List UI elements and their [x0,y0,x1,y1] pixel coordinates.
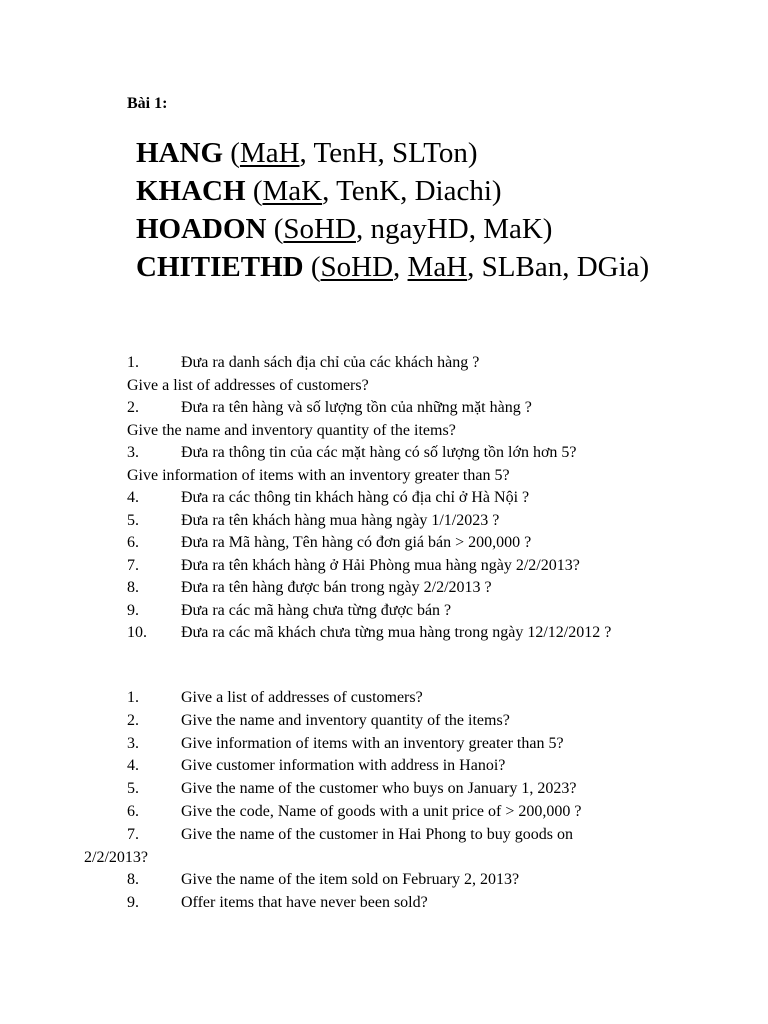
item-text: Đưa ra Mã hàng, Tên hàng có đơn giá bán > 200,000 ? [181,534,532,551]
item-number: 6. [127,534,139,551]
item-number: 8. [127,579,139,596]
attributes: , TenK, Diachi) [322,175,502,207]
item-number: 4. [127,489,139,506]
list-item [0,577,768,600]
item-text: Đưa ra thông tin của các mặt hàng có số lượng tồn lớn hơn 5? [181,444,577,461]
item-number: 10. [127,624,147,641]
list-item [0,622,768,645]
item-text: Đưa ra các thông tin khách hàng có địa chỉ ở Hà Nội ? [181,489,530,506]
list-item [0,892,768,915]
item-text: Offer items that have never been sold? [181,894,428,912]
item-text: Give customer information with address in Hanoi? [181,757,506,775]
list-item [0,710,768,733]
item-number: 6. [127,802,139,820]
item-text: Đưa ra tên khách hàng ở Hải Phòng mua hàng ngày 2/2/2013? [181,556,580,574]
item-text: Give the name and inventory quantity of the items? [181,711,510,729]
primary-key: SoHD [320,251,394,283]
list-item [0,532,768,555]
item-number: 3. [127,734,139,752]
list-item [0,555,768,578]
table-name: KHACH [136,175,246,207]
item-text: Đưa ra các mã khách chưa từng mua hàng trong ngày 12/12/2012 ? [181,624,612,641]
vietnamese-question-list [0,352,768,645]
item-text: Đưa ra danh sách địa chỉ của các khách hàng ? [181,354,480,371]
item-number: 4. [127,757,139,775]
item-number: 5. [127,511,139,529]
item-text: Give information of items with an inventory greater than 5? [181,734,564,752]
list-item [0,352,768,375]
primary-key: MaK [262,175,323,207]
item-number: 5. [127,780,139,798]
table-name: HANG [136,137,223,169]
item-continuation: 2/2/2013? [84,848,148,866]
item-number: 9. [127,601,139,619]
attributes: , ngayHD, MaK) [355,213,553,245]
item-translation: Give a list of addresses of customers? [127,376,369,394]
item-number: 2. [127,399,139,416]
list-item [0,733,768,756]
attributes: , TenH, SLTon) [299,137,478,169]
schema-hoadon: HOADON (SoHD, ngayHD, MaK) [136,213,553,245]
exercise-heading: Bài 1: [127,95,168,112]
list-item [0,824,768,847]
item-number: 1. [127,689,139,706]
list-item [0,801,768,824]
schema-hang: HANG (MaH, TenH, SLTon) [136,137,478,169]
primary-key: MaH [407,251,468,283]
item-text: Give the name of the customer who buys on January 1, 2023? [181,780,577,798]
item-text: Give the name of the item sold on February 2, 2013? [181,871,520,889]
list-item [0,687,768,710]
english-question-list [0,687,768,915]
table-name: HOADON [136,213,267,245]
attributes: , SLBan, DGia) [467,251,650,283]
list-item [0,778,768,801]
list-item [0,510,768,533]
item-number: 8. [127,871,139,889]
list-item [0,487,768,510]
list-item [0,755,768,778]
item-number: 7. [127,825,139,843]
item-number: 3. [127,444,139,461]
table-name: CHITIETHD [136,251,304,283]
item-number: 2. [127,711,139,729]
item-text: Give the name of the customer in Hai Phong to buy goods on [181,825,573,843]
item-translation: Give information of items with an inventory greater than 5? [127,466,510,484]
primary-key: MaH [239,137,300,169]
list-item [0,600,768,623]
list-item [0,397,768,420]
list-item [0,869,768,892]
item-text: Đưa ra tên hàng và số lượng tồn của những mặt hàng ? [181,399,532,416]
item-text: Đưa ra tên khách hàng mua hàng ngày 1/1/2023 ? [181,511,500,529]
list-item [0,442,768,465]
item-translation: Give the name and inventory quantity of the items? [127,421,456,439]
schema-chitiethd: CHITIETHD (SoHD, MaH, SLBan, DGia) [136,251,650,283]
item-number: 9. [127,894,139,912]
primary-key: SoHD [283,213,356,245]
item-text: Give a list of addresses of customers? [181,689,423,706]
item-number: 1. [127,354,139,371]
item-text: Give the code, Name of goods with a unit price of > 200,000 ? [181,802,582,820]
schema-khach: KHACH (MaK, TenK, Diachi) [136,175,502,207]
item-text: Đưa ra tên hàng được bán trong ngày 2/2/2013 ? [181,579,492,596]
schema-block [136,134,649,286]
item-text: Đưa ra các mã hàng chưa từng được bán ? [181,601,452,619]
item-number: 7. [127,556,139,574]
